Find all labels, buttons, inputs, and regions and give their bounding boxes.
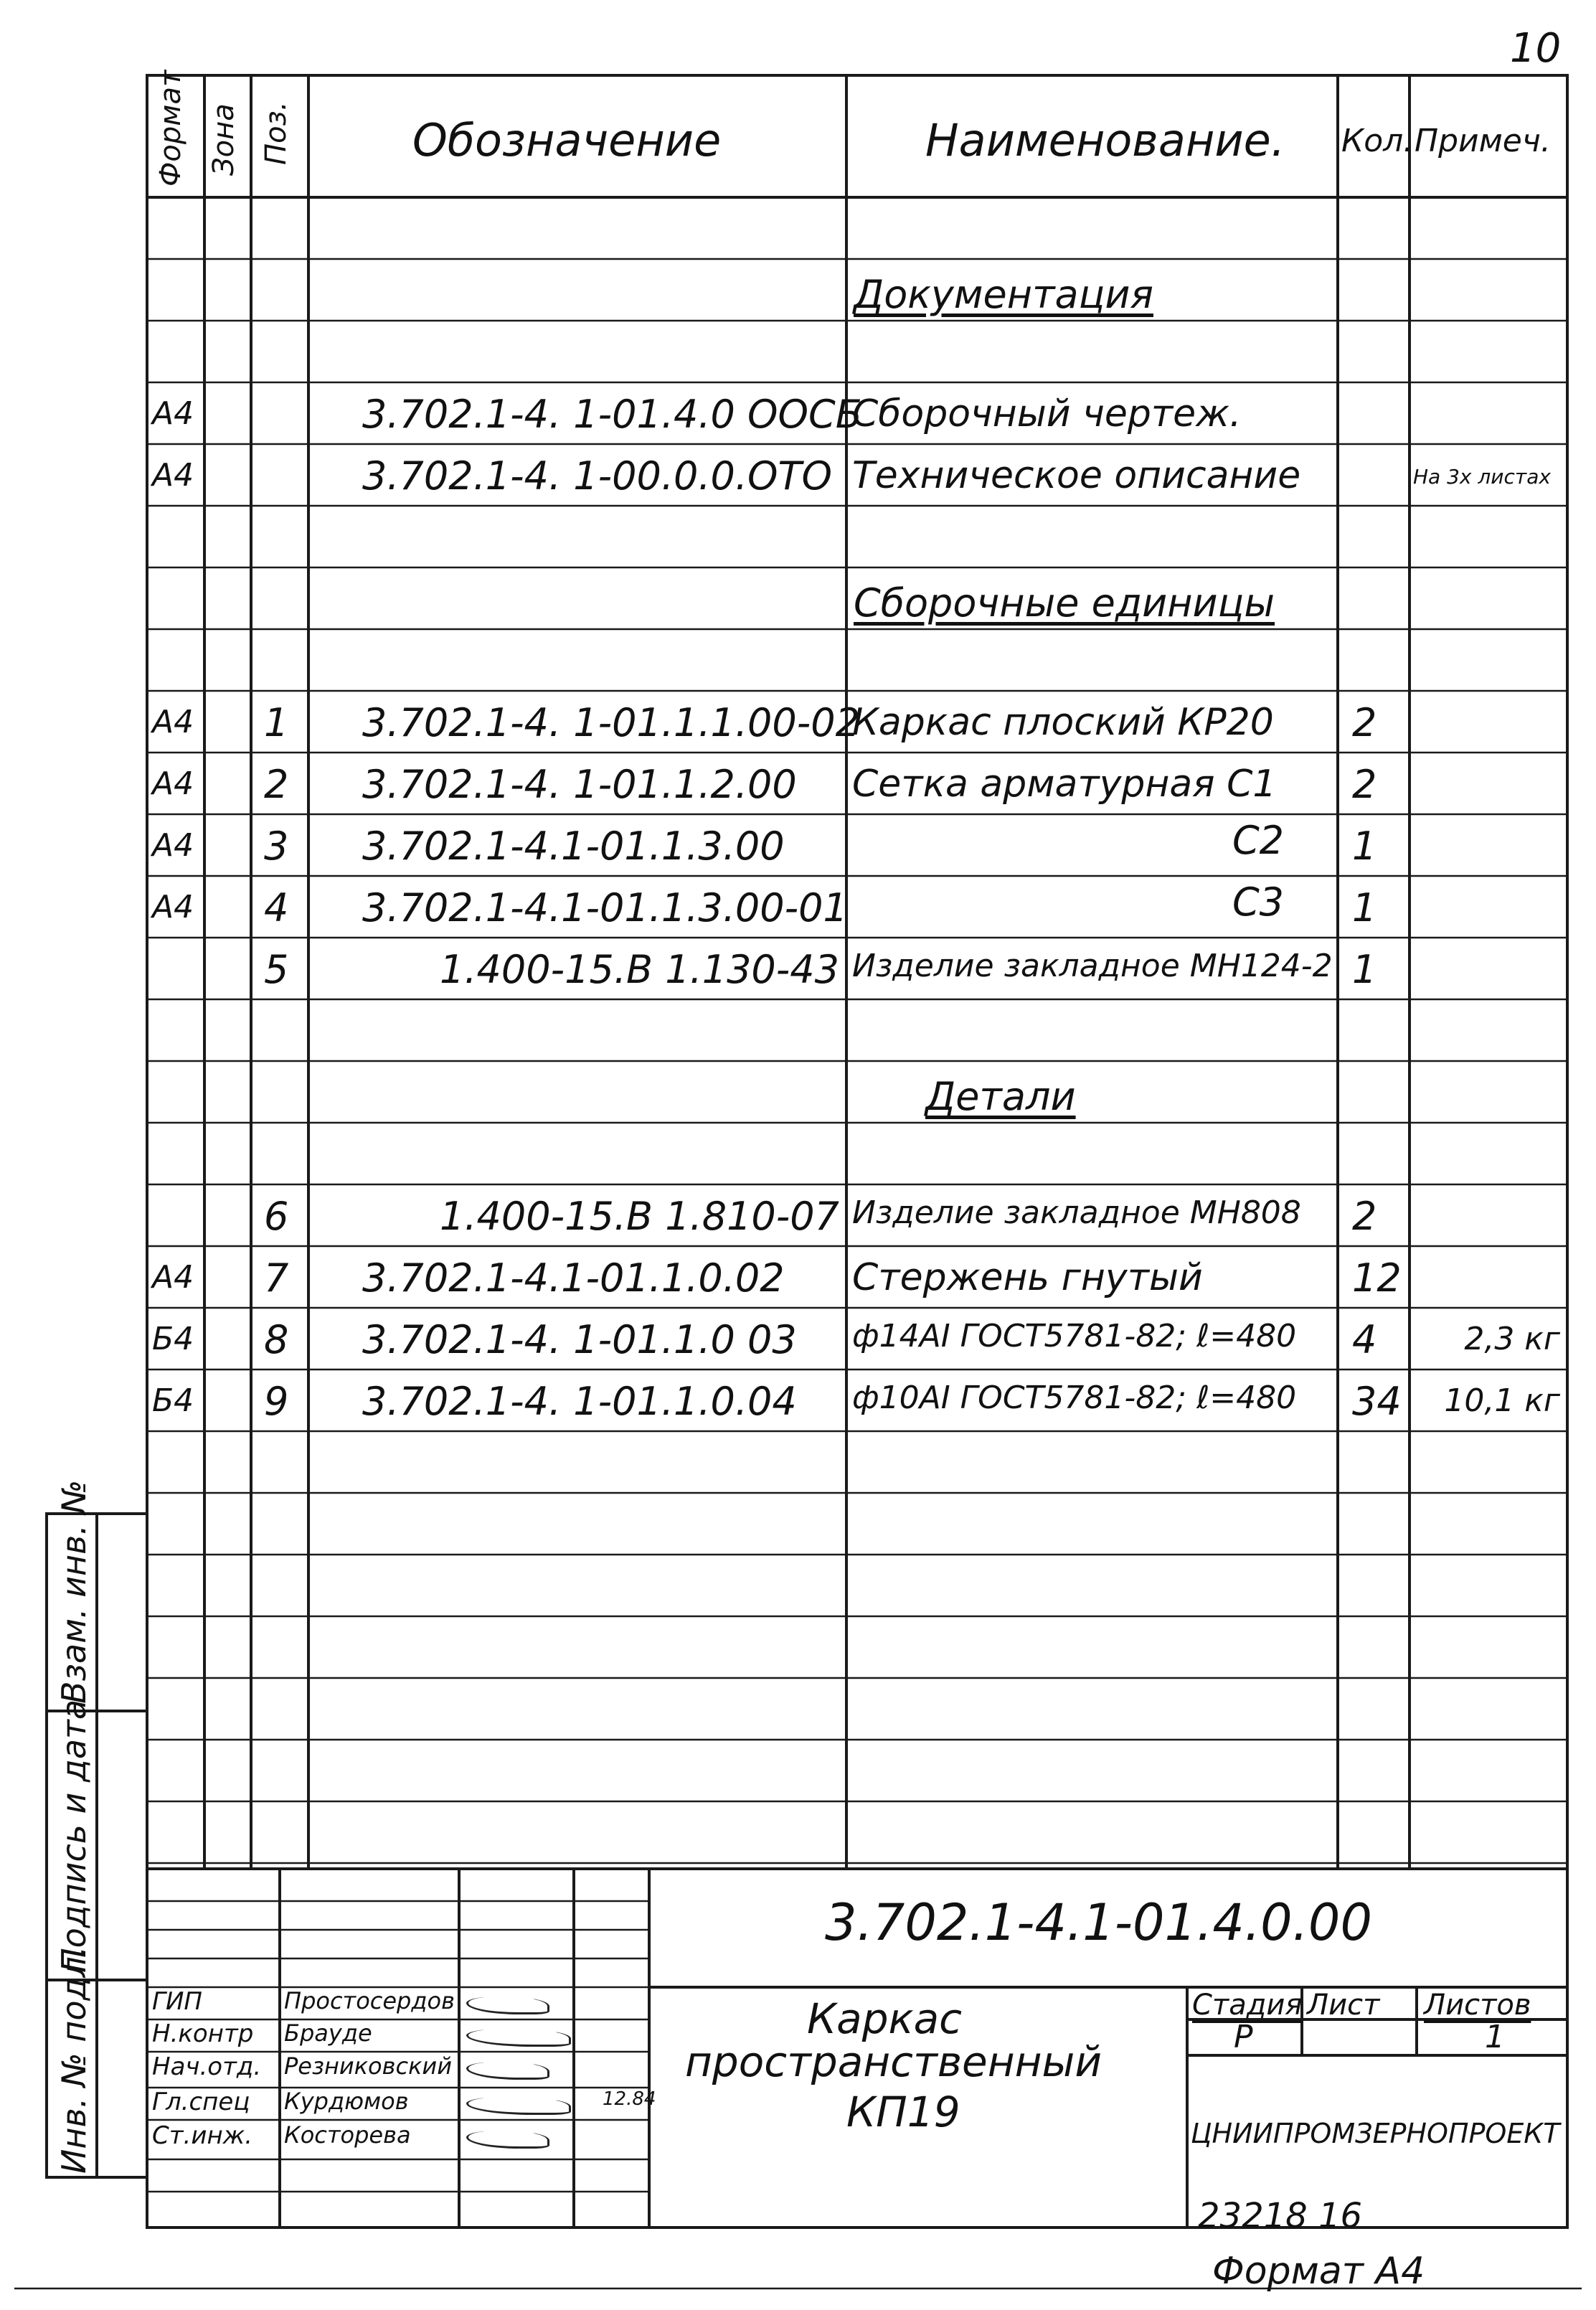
row-name: С2 bbox=[1232, 818, 1284, 863]
sheets-label: Листов bbox=[1424, 1989, 1531, 2022]
row-note: На 3х листах bbox=[1413, 465, 1551, 489]
format-label: Формат А4 bbox=[1212, 2250, 1425, 2293]
row-name: Каркас плоский КР20 bbox=[852, 701, 1274, 744]
row-format: А4 bbox=[152, 395, 194, 432]
row-quantity: 2 bbox=[1352, 700, 1377, 745]
row-designation: 3.702.1-4. 1-00.0.0.ОТО bbox=[362, 453, 833, 499]
signature-role: Ст.инж. bbox=[152, 2121, 253, 2150]
row-quantity: 4 bbox=[1352, 1317, 1377, 1362]
title-line-3: КП19 bbox=[846, 2088, 960, 2136]
title-line-1: Каркас bbox=[807, 1994, 962, 2043]
row-position: 6 bbox=[264, 1194, 289, 1239]
row-format: А4 bbox=[152, 704, 194, 740]
page-number: 10 bbox=[1510, 25, 1562, 72]
organization: ЦНИИПРОМЗЕРНОПРОЕКТ bbox=[1191, 2118, 1560, 2149]
row-position: 1 bbox=[264, 700, 289, 745]
row-name: С3 bbox=[1232, 880, 1284, 925]
row-designation: 3.702.1-4. 1-01.1.0.04 bbox=[362, 1379, 797, 1424]
section-title: Сборочные единицы bbox=[854, 580, 1275, 626]
side-label-podpis: Подпись и дата bbox=[55, 1699, 93, 1973]
row-format: А4 bbox=[152, 765, 194, 802]
sheets-value: 1 bbox=[1485, 2019, 1505, 2055]
row-designation: 3.702.1-4.1-01.1.0.02 bbox=[362, 1255, 785, 1301]
row-name: ф10АI ГОСТ5781-82; ℓ=480 bbox=[852, 1380, 1297, 1416]
row-format: А4 bbox=[152, 889, 194, 925]
row-position: 3 bbox=[264, 824, 289, 869]
signature-name: Простосердов bbox=[284, 1987, 455, 2014]
row-name: ф14АI ГОСТ5781-82; ℓ=480 bbox=[852, 1318, 1297, 1354]
row-quantity: 34 bbox=[1352, 1379, 1402, 1424]
row-name: Сборочный чертеж. bbox=[852, 392, 1242, 435]
row-designation: 3.702.1-4.1-01.1.3.00-01 bbox=[362, 885, 848, 930]
row-designation: 3.702.1-4. 1-01.1.1.00-02 bbox=[362, 700, 860, 745]
header-designation: Обозначение bbox=[412, 114, 722, 166]
side-label-vzam: Взам. инв. № bbox=[55, 1479, 93, 1704]
date-mark: 12.84 bbox=[603, 2088, 656, 2110]
side-label-inv: Инв. № подл. bbox=[55, 1946, 93, 2174]
inventory-number: 23218 16 bbox=[1198, 2196, 1363, 2236]
row-position: 2 bbox=[264, 762, 289, 807]
row-position: 5 bbox=[264, 947, 289, 992]
signature-role: Нач.отд. bbox=[152, 2052, 262, 2081]
row-quantity: 12 bbox=[1352, 1255, 1402, 1301]
row-designation: 1.400-15.В 1.810-07 bbox=[440, 1194, 839, 1239]
signature-role: Н.контр bbox=[152, 2019, 254, 2048]
row-position: 7 bbox=[264, 1255, 289, 1301]
row-note: 10,1 кг bbox=[1444, 1382, 1560, 1419]
row-designation: 3.702.1-4. 1-01.1.0 03 bbox=[362, 1317, 797, 1362]
header-zone: Зона bbox=[207, 103, 240, 176]
row-position: 4 bbox=[264, 885, 289, 930]
row-name: Стержень гнутый bbox=[852, 1256, 1203, 1299]
row-designation: 1.400-15.В 1.130-43 bbox=[440, 947, 839, 992]
row-name: Техническое описание bbox=[852, 454, 1301, 497]
signature-name: Брауде bbox=[284, 2019, 372, 2047]
stage-value: Р bbox=[1234, 2019, 1253, 2055]
row-position: 8 bbox=[264, 1317, 289, 1362]
signature-name: Курдюмов bbox=[284, 2088, 409, 2115]
row-designation: 3.702.1-4. 1-01.4.0 ООСБ bbox=[362, 392, 862, 437]
row-quantity: 1 bbox=[1352, 824, 1377, 869]
row-position: 9 bbox=[264, 1379, 289, 1424]
row-quantity: 1 bbox=[1352, 885, 1377, 930]
row-designation: 3.702.1-4.1-01.1.3.00 bbox=[362, 824, 785, 869]
row-name: Сетка арматурная С1 bbox=[852, 763, 1277, 806]
header-note: Примеч. bbox=[1415, 123, 1551, 159]
signature-role: Гл.спец bbox=[152, 2088, 250, 2116]
signature-name: Резниковский bbox=[284, 2052, 452, 2080]
row-quantity: 2 bbox=[1352, 1194, 1377, 1239]
section-title: Документация bbox=[854, 272, 1153, 317]
row-note: 2,3 кг bbox=[1464, 1321, 1560, 1357]
row-format: А4 bbox=[152, 1259, 194, 1296]
row-designation: 3.702.1-4. 1-01.1.2.00 bbox=[362, 762, 797, 807]
row-name: Изделие закладное МН124-2 bbox=[852, 948, 1333, 984]
signature-role: ГИП bbox=[152, 1987, 202, 2016]
header-format: Формат bbox=[154, 70, 187, 187]
section-title: Детали bbox=[925, 1074, 1076, 1119]
sheet-label: Лист bbox=[1307, 1989, 1380, 2022]
stage-label: Стадия bbox=[1192, 1989, 1303, 2022]
row-quantity: 1 bbox=[1352, 947, 1377, 992]
row-quantity: 2 bbox=[1352, 762, 1377, 807]
row-format: А4 bbox=[152, 457, 194, 494]
header-name: Наименование. bbox=[925, 114, 1285, 166]
row-format: А4 bbox=[152, 827, 194, 864]
signature-name: Косторева bbox=[284, 2121, 411, 2149]
document-code: 3.702.1-4.1-01.4.0.00 bbox=[825, 1893, 1372, 1952]
title-line-2: пространственный bbox=[685, 2037, 1102, 2086]
header-pos: Поз. bbox=[260, 101, 293, 165]
header-qty: Кол. bbox=[1341, 123, 1414, 159]
row-format: Б4 bbox=[152, 1321, 194, 1357]
row-name: Изделие закладное МН808 bbox=[852, 1194, 1301, 1231]
row-format: Б4 bbox=[152, 1382, 194, 1419]
